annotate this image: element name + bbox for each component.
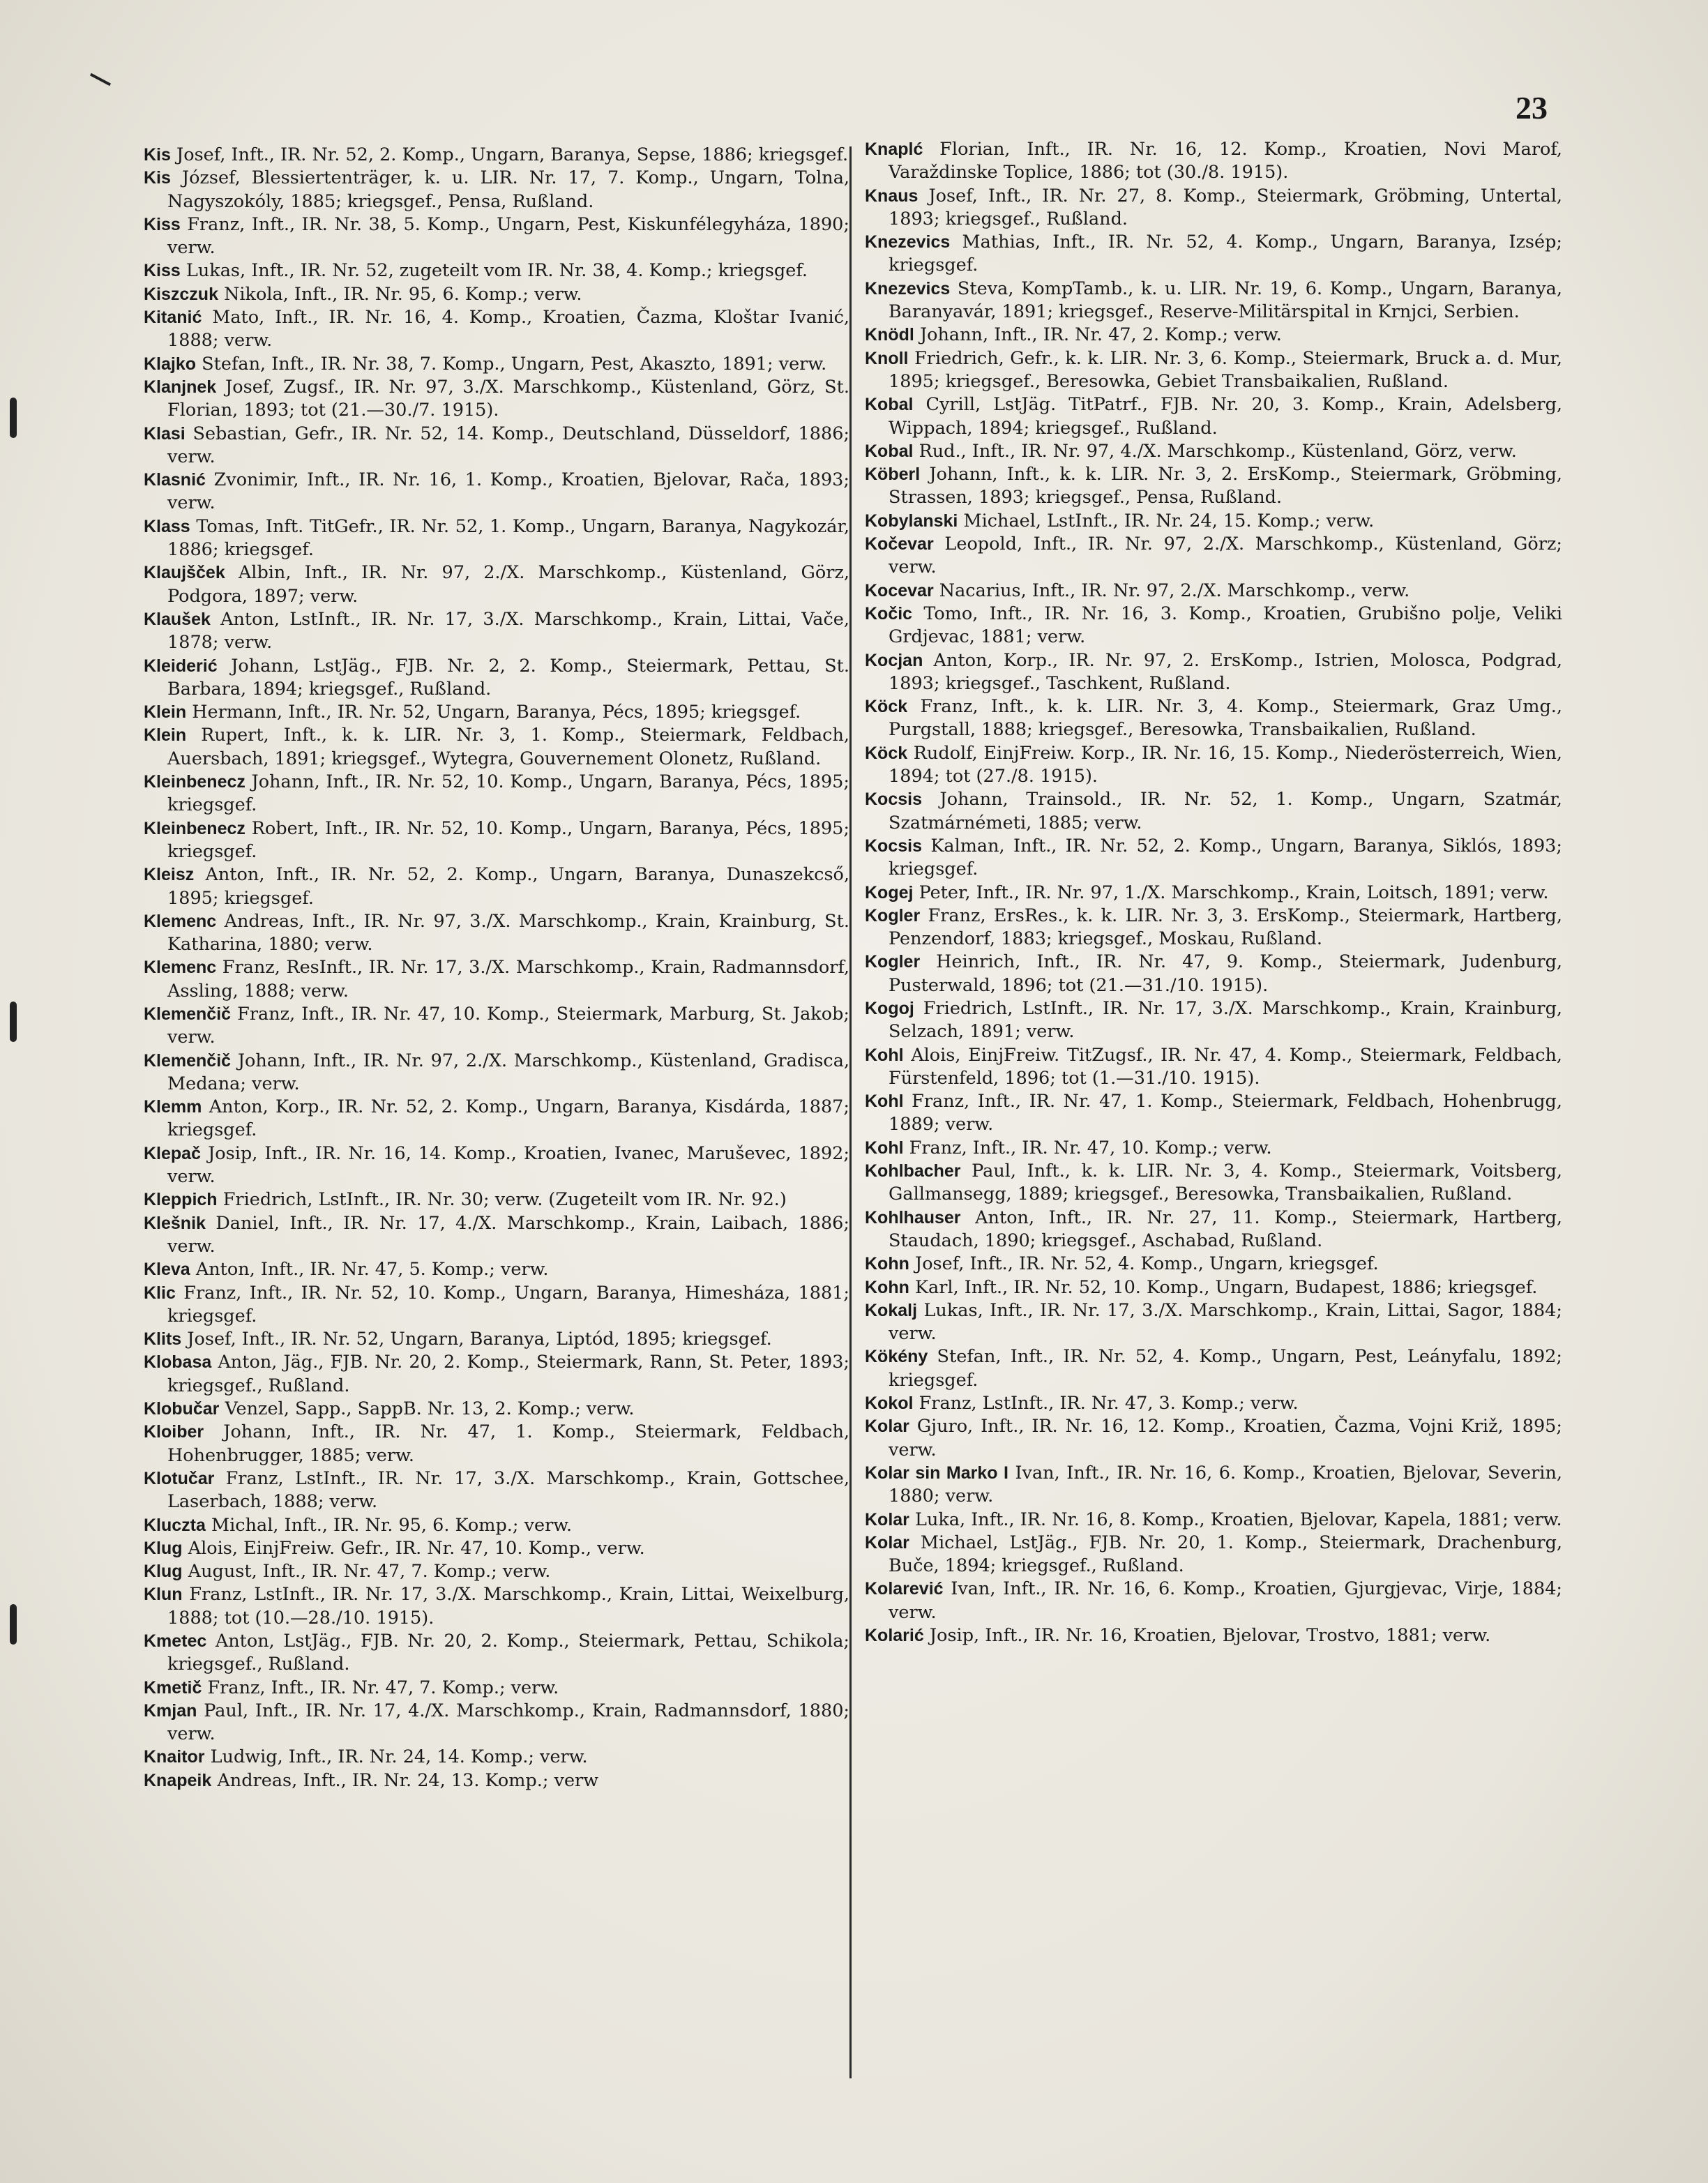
entry-surname: Kohl: [865, 1045, 904, 1065]
entry-surname: Klein: [144, 702, 187, 723]
register-entry: [144, 1398, 849, 1421]
entry-surname: Klun: [144, 1585, 183, 1605]
entry-surname: Klic: [144, 1283, 176, 1303]
entry-details: Rudolf, EinjFreiw. Korp., IR. Nr. 16, 15. Komp., Niederösterreich, Wien, 1894; tot (27./8. 1915).: [889, 742, 1562, 787]
entry-surname: Klass: [144, 516, 190, 536]
register-entry: [865, 393, 1562, 440]
register-entry: [865, 951, 1562, 997]
entry-details: Anton, Jäg., FJB. Nr. 20, 2. Komp., Steiermark, Rann, St. Peter, 1893; kriegsgef., Rußland.: [167, 1352, 850, 1396]
scan-mark: [10, 398, 17, 438]
entry-surname: Knaus: [865, 186, 919, 206]
entry-details: Anton, Korp., IR. Nr. 52, 2. Komp., Ungarn, Baranya, Kisdárda, 1887; kriegsgef.: [167, 1096, 849, 1141]
entry-surname: Kocsis: [865, 836, 922, 856]
register-entry: [144, 376, 849, 423]
entry-details: Michael, LstInft., IR. Nr. 24, 15. Komp.; verw.: [963, 510, 1375, 531]
entry-surname: Kolar sin Marko I: [865, 1463, 1008, 1483]
register-entry: [865, 1415, 1562, 1462]
entry-details: Tomas, Inft. TitGefr., IR. Nr. 52, 1. Komp., Ungarn, Baranya, Nagykozár, 1886; kriegsgef.: [167, 515, 849, 561]
entry-surname: Knezevics: [865, 232, 951, 252]
entry-surname: Kokol: [865, 1393, 914, 1414]
entry-surname: Klemenčič: [144, 1050, 232, 1071]
entry-details: Lukas, Inft., IR. Nr. 52, zugeteilt vom IR. Nr. 38, 4. Komp.; kriegsgef.: [186, 260, 808, 282]
entry-surname: Kloiber: [144, 1422, 204, 1442]
entry-details: Luka, Inft., IR. Nr. 16, 8. Komp., Kroatien, Bjelovar, Kapela, 1881; verw.: [915, 1509, 1562, 1530]
entry-details: Josef, Inft., IR. Nr. 52, 4. Komp., Ungarn, kriegsgef.: [914, 1253, 1379, 1275]
entry-details: Nikola, Inft., IR. Nr. 95, 6. Komp.; verw.: [224, 283, 582, 305]
register-entry: [865, 997, 1562, 1044]
entry-surname: Kogoj: [865, 998, 914, 1018]
entry-surname: Klug: [144, 1562, 183, 1582]
register-entry: [865, 603, 1562, 649]
entry-surname: Klemenčič: [144, 1004, 232, 1024]
left-column: [144, 144, 849, 1792]
register-entry: [144, 1769, 849, 1792]
entry-details: Andreas, Inft., IR. Nr. 24, 13. Komp.; verw: [217, 1769, 599, 1791]
register-entry: [865, 1392, 1562, 1415]
entry-details: Anton, LstInft., IR. Nr. 17, 3./X. Marschkomp., Krain, Littai, Vače, 1878; verw.: [167, 608, 849, 654]
entry-surname: Kleinbenecz: [144, 818, 245, 838]
register-entry: [144, 1537, 849, 1560]
register-entry: [865, 1345, 1562, 1392]
entry-surname: Kogler: [865, 952, 921, 972]
register-entry: [144, 167, 849, 213]
entry-surname: Kleppich: [144, 1190, 218, 1210]
register-entry: [144, 771, 849, 817]
entry-details: Johann, LstJäg., FJB. Nr. 2, 2. Komp., Steiermark, Pettau, St. Barbara, 1894; kriegsgef., Rußland.: [167, 655, 850, 700]
entry-details: August, Inft., IR. Nr. 47, 7. Komp.; verw.: [188, 1561, 551, 1583]
entry-details: Peter, Inft., IR. Nr. 97, 1./X. Marschkomp., Krain, Loitsch, 1891; verw.: [919, 882, 1549, 903]
entry-surname: Kmjan: [144, 1700, 197, 1721]
entry-details: Hermann, Inft., IR. Nr. 52, Ungarn, Baranya, Pécs, 1895; kriegsgef.: [192, 702, 801, 723]
entry-details: Ivan, Inft., IR. Nr. 16, 6. Komp., Kroatien, Bjelovar, Severin, 1880; verw.: [889, 1462, 1562, 1507]
entry-details: Alois, EinjFreiw. Gefr., IR. Nr. 47, 10. Komp., verw.: [188, 1537, 645, 1559]
entry-surname: Kočic: [865, 603, 913, 624]
entry-details: Michael, LstJäg., FJB. Nr. 20, 1. Komp., Steiermark, Drachenburg, Buče, 1894; kriegsgef., Rußland.: [889, 1532, 1562, 1577]
entry-details: Franz, Inft., IR. Nr. 47, 10. Komp., Steiermark, Marburg, St. Jakob; verw.: [167, 1003, 850, 1048]
entry-details: Venzel, Sapp., SappB. Nr. 13, 2. Komp.; verw.: [225, 1398, 635, 1420]
entry-details: Franz, Inft., k. k. LIR. Nr. 3, 4. Komp., Steiermark, Graz Umg., Purgstall, 1888; kriegsgef., Beresowka, Transbaikalien, Rußland.: [889, 696, 1562, 741]
entry-details: Tomo, Inft., IR. Nr. 16, 3. Komp., Kroatien, Grubišno polje, Veliki Grdjevac, 1881; verw.: [889, 603, 1562, 648]
register-entry: [865, 1044, 1562, 1091]
scan-mark: [10, 1604, 17, 1645]
entry-surname: Klobasa: [144, 1352, 212, 1373]
entry-surname: Kmetič: [144, 1677, 202, 1698]
register-entry: [144, 353, 849, 376]
entry-surname: Kocevar: [865, 580, 934, 600]
entry-details: Paul, Inft., IR. Nr. 17, 4./X. Marschkomp., Krain, Radmannsdorf, 1880; verw.: [167, 1700, 850, 1745]
entry-details: Leopold, Inft., IR. Nr. 97, 2./X. Marschkomp., Küstenland, Görz; verw.: [889, 534, 1562, 578]
entry-details: Friedrich, LstInft., IR. Nr. 30; verw. (Zugeteilt vom IR. Nr. 92.): [222, 1189, 787, 1211]
register-entry: [865, 1509, 1562, 1532]
entry-surname: Kiszczuk: [144, 284, 218, 304]
scan-mark: [90, 73, 111, 86]
entry-surname: Kohn: [865, 1277, 909, 1297]
entry-details: Franz, LstInft., IR. Nr. 17, 3./X. Marschkomp., Krain, Littai, Weixelburg, 1888; tot (10.—28./10. 1915).: [167, 1584, 850, 1629]
register-entry: [144, 1421, 849, 1467]
entry-surname: Kleinbenecz: [144, 772, 245, 792]
entry-surname: Klanjnek: [144, 377, 217, 397]
register-entry: [865, 882, 1562, 905]
entry-details: Johann, Inft., IR. Nr. 52, 10. Komp., Ungarn, Baranya, Pécs, 1895; kriegsgef.: [167, 771, 849, 816]
entry-surname: Kocsis: [865, 790, 922, 810]
register-entry: [865, 1462, 1562, 1509]
entry-details: Ivan, Inft., IR. Nr. 16, 6. Komp., Kroatien, Gjurgjevac, Virje, 1884; verw.: [889, 1578, 1563, 1623]
register-entry: [865, 533, 1562, 580]
entry-surname: Kocjan: [865, 650, 923, 670]
entry-surname: Knaitor: [144, 1747, 205, 1767]
entry-surname: Kobylanski: [865, 511, 958, 531]
entry-details: Anton, Inft., IR. Nr. 27, 11. Komp., Steiermark, Hartberg, Staudach, 1890; kriegsgef., Aschabad, Rußland.: [889, 1207, 1563, 1251]
entry-details: Johann, Inft., IR. Nr. 47, 2. Komp.; verw.: [919, 324, 1282, 346]
entry-surname: Kočevar: [865, 534, 934, 554]
register-entry: [144, 1677, 849, 1700]
register-entry: [865, 324, 1562, 347]
entry-details: Daniel, Inft., IR. Nr. 17, 4./X. Marschkomp., Krain, Laibach, 1886; verw.: [167, 1212, 849, 1257]
register-entry: [865, 1578, 1562, 1624]
register-entry: [144, 283, 849, 306]
register-entry: [144, 1258, 849, 1281]
entry-surname: Klemenc: [144, 958, 217, 978]
register-entry: [865, 835, 1562, 882]
entry-details: Robert, Inft., IR. Nr. 52, 10. Komp., Ungarn, Baranya, Pécs, 1895; kriegsgef.: [167, 817, 849, 862]
entry-details: Josef, Zugsf., IR. Nr. 97, 3./X. Marschkomp., Küstenland, Görz, St. Florian, 1893; tot (21.—30./7. 1915).: [167, 376, 850, 421]
register-entry: [865, 231, 1562, 278]
entry-details: Ludwig, Inft., IR. Nr. 24, 14. Komp.; verw.: [210, 1746, 588, 1768]
entry-details: Lukas, Inft., IR. Nr. 17, 3./X. Marschkomp., Krain, Littai, Sagor, 1884; verw.: [889, 1299, 1562, 1345]
entry-details: Anton, Korp., IR. Nr. 97, 2. ErsKomp., Istrien, Molosca, Podgrad, 1893; kriegsgef., Taschkent, Rußland.: [889, 649, 1562, 694]
entry-surname: Kitanić: [144, 308, 202, 328]
entry-details: Friedrich, Gefr., k. k. LIR. Nr. 3, 6. Komp., Steiermark, Bruck a. d. Mur, 1895; kriegsgef., Beresowka, Gebiet Transbaikalien, Rußland.: [889, 347, 1562, 392]
register-entry: [144, 817, 849, 864]
entry-details: Paul, Inft., k. k. LIR. Nr. 3, 4. Komp., Steiermark, Voitsberg, Gallmansegg, 1889; kriegsgef., Beresowka, Transbaikalien, Rußland.: [889, 1161, 1562, 1205]
entry-details: Franz, Inft., IR. Nr. 52, 10. Komp., Ungarn, Baranya, Himesháza, 1881; kriegsgef.: [167, 1282, 849, 1327]
entry-details: Anton, Inft., IR. Nr. 47, 5. Komp.; verw.: [195, 1259, 549, 1281]
register-entry: [144, 1212, 849, 1259]
register-entry: [144, 423, 849, 469]
entry-surname: Knaplć: [865, 139, 923, 159]
page-number: 23: [1516, 90, 1548, 126]
register-entry: [865, 510, 1562, 533]
register-entry: [144, 1583, 849, 1630]
entry-surname: Kleisz: [144, 865, 195, 885]
entry-details: Cyrill, LstJäg. TitPatrf., FJB. Nr. 20, 3. Komp., Krain, Adelsberg, Wippach, 1894; kriegsgef., Rußland.: [889, 394, 1562, 439]
entry-surname: Kohl: [865, 1092, 904, 1112]
entry-details: Gjuro, Inft., IR. Nr. 16, 12. Komp., Kroatien, Čazma, Vojni Križ, 1895; verw.: [889, 1416, 1562, 1460]
entry-details: József, Blessiertenträger, k. u. LIR. Nr. 17, 7. Komp., Ungarn, Tolna, Nagyszokóly, 1885; kriegsgef., Pensa, Rußland.: [167, 167, 849, 212]
entry-details: Josef, Inft., IR. Nr. 52, 2. Komp., Ungarn, Baranya, Sepse, 1886; kriegsgef.: [176, 144, 849, 165]
entry-details: Sebastian, Gefr., IR. Nr. 52, 14. Komp., Deutschland, Düsseldorf, 1886; verw.: [167, 423, 850, 467]
right-column: [865, 138, 1562, 1647]
entry-surname: Kleva: [144, 1260, 190, 1280]
entry-surname: Kolar: [865, 1532, 909, 1553]
register-entry: [865, 1299, 1562, 1346]
entry-surname: Kokalj: [865, 1300, 918, 1320]
register-entry: [865, 1532, 1562, 1578]
entry-surname: Kmetec: [144, 1631, 207, 1651]
register-entry: [865, 905, 1562, 951]
register-entry: [865, 463, 1562, 510]
register-entry: [144, 1630, 849, 1677]
entry-surname: Kobal: [865, 441, 914, 461]
register-entry: [144, 1096, 849, 1142]
register-entry: [144, 956, 849, 1003]
entry-details: Heinrich, Inft., IR. Nr. 47, 9. Komp., Steiermark, Judenburg, Pusterwald, 1896; tot (21.—31./10. 1915).: [889, 951, 1562, 996]
entry-details: Franz, ErsRes., k. k. LIR. Nr. 3, 3. ErsKomp., Steiermark, Hartberg, Penzendorf, 1883; kriegsgef., Moskau, Rußland.: [889, 905, 1562, 950]
scan-mark: [10, 1002, 17, 1042]
register-entry: [144, 655, 849, 702]
entry-surname: Kleiderić: [144, 656, 218, 676]
register-entry: [144, 910, 849, 957]
register-entry: [144, 306, 849, 353]
entry-details: Franz, ResInft., IR. Nr. 17, 3./X. Marschkomp., Krain, Radmannsdorf, Assling, 1888; verw.: [167, 957, 850, 1002]
register-entry: [865, 1090, 1562, 1137]
entry-details: Mathias, Inft., IR. Nr. 52, 4. Komp., Ungarn, Baranya, Izsép; kriegsgef.: [889, 232, 1563, 276]
entry-surname: Klaušek: [144, 609, 211, 629]
entry-details: Kalman, Inft., IR. Nr. 52, 2. Komp., Ungarn, Baranya, Siklós, 1893; kriegsgef.: [889, 835, 1562, 880]
entry-details: Friedrich, LstInft., IR. Nr. 17, 3./X. Marschkomp., Krain, Krainburg, Selzach, 1891; verw.: [889, 997, 1563, 1043]
entry-surname: Kökény: [865, 1347, 928, 1367]
register-entry: [144, 561, 849, 608]
entry-details: Johann, Inft., IR. Nr. 97, 2./X. Marschkomp., Küstenland, Gradisca, Medana; verw.: [167, 1050, 850, 1094]
register-entry: [144, 1746, 849, 1769]
entry-surname: Knezevics: [865, 278, 951, 299]
entry-details: Rud., Inft., IR. Nr. 97, 4./X. Marschkomp., Küstenland, Görz, verw.: [919, 440, 1517, 462]
entry-details: Steva, KompTamb., k. u. LIR. Nr. 19, 6. Komp., Ungarn, Baranya, Baranyavár, 1891; kriegsgef., Reserve-Militärspital in Krnjci, Serbien.: [889, 278, 1562, 323]
entry-details: Josip, Inft., IR. Nr. 16, Kroatien, Bjelovar, Trostvo, 1881; verw.: [929, 1625, 1491, 1646]
entry-surname: Kluczta: [144, 1515, 206, 1535]
entry-details: Johann, Trainsold., IR. Nr. 52, 1. Komp., Ungarn, Szatmár, Szatmárnémeti, 1885; verw.: [889, 789, 1563, 833]
entry-details: Florian, Inft., IR. Nr. 16, 12. Komp., Kroatien, Novi Marof, Varaždinske Toplice, 1886; tot (30./8. 1915).: [889, 139, 1562, 183]
entry-surname: Klasnić: [144, 470, 206, 490]
entry-details: Alois, EinjFreiw. TitZugsf., IR. Nr. 47, 4. Komp., Steiermark, Feldbach, Fürstenfeld, 1896; tot (1.—31./10. 1915).: [889, 1044, 1563, 1089]
register-entry: [144, 144, 849, 167]
entry-surname: Kolarević: [865, 1579, 944, 1599]
entry-surname: Kogler: [865, 905, 921, 926]
register-entry: [865, 788, 1562, 835]
entry-details: Michal, Inft., IR. Nr. 95, 6. Komp.; verw.: [211, 1514, 573, 1536]
entry-surname: Knapeik: [144, 1770, 212, 1790]
entry-surname: Kohn: [865, 1254, 909, 1274]
register-entry: [144, 701, 849, 724]
register-entry: [144, 1328, 849, 1351]
entry-surname: Kiss: [144, 214, 181, 234]
entry-details: Johann, Inft., k. k. LIR. Nr. 3, 2. ErsKomp., Steiermark, Gröbming, Strassen, 1893; kriegsgef., Pensa, Rußland.: [889, 464, 1563, 508]
entry-surname: Kobal: [865, 395, 914, 415]
entry-details: Rupert, Inft., k. k. LIR. Nr. 3, 1. Komp., Steiermark, Feldbach, Auersbach, 1891; kriegsgef., Wytegra, Gouvernement Olonetz, Rußland.: [167, 725, 849, 769]
register-entry: [865, 347, 1562, 394]
entry-details: Mato, Inft., IR. Nr. 16, 4. Komp., Kroatien, Čazma, Kloštar Ivanić, 1888; verw.: [167, 307, 850, 352]
entry-surname: Klemm: [144, 1097, 202, 1117]
entry-surname: Kohlbacher: [865, 1161, 961, 1181]
entry-surname: Klaujšček: [144, 563, 225, 583]
register-entry: [865, 278, 1562, 324]
entry-surname: Klepač: [144, 1143, 201, 1163]
register-entry: [865, 1207, 1562, 1253]
register-entry: [865, 1276, 1562, 1299]
entry-details: Franz, Inft., IR. Nr. 47, 1. Komp., Steiermark, Feldbach, Hohenbrugg, 1889; verw.: [889, 1091, 1562, 1135]
entry-details: Albin, Inft., IR. Nr. 97, 2./X. Marschkomp., Küstenland, Görz, Podgora, 1897; verw.: [167, 562, 849, 607]
entry-surname: Klajko: [144, 354, 197, 374]
entry-surname: Kiss: [144, 261, 181, 281]
register-entry: [144, 1282, 849, 1329]
entry-details: Franz, LstInft., IR. Nr. 17, 3./X. Marschkomp., Krain, Gottschee, Laserbach, 1888; verw.: [167, 1467, 849, 1513]
entry-surname: Klemenc: [144, 911, 217, 931]
entry-surname: Kolarić: [865, 1626, 924, 1645]
entry-details: Nacarius, Inft., IR. Nr. 97, 2./X. Marschkomp., verw.: [939, 580, 1410, 601]
entry-surname: Klein: [144, 725, 187, 746]
register-entry: [144, 1142, 849, 1189]
entry-surname: Knödl: [865, 325, 914, 345]
entry-details: Josef, Inft., IR. Nr. 27, 8. Komp., Steiermark, Gröbming, Untertal, 1893; kriegsgef., Rußland.: [889, 185, 1563, 229]
register-entry: [144, 213, 849, 260]
entry-surname: Klasi: [144, 423, 186, 444]
entry-surname: Klešnik: [144, 1213, 206, 1233]
entry-details: Franz, Inft., IR. Nr. 47, 10. Komp.; verw.: [909, 1137, 1272, 1158]
register-entry: [144, 1050, 849, 1096]
register-entry: [144, 515, 849, 562]
entry-surname: Köberl: [865, 464, 921, 485]
entry-surname: Kohl: [865, 1138, 904, 1158]
register-entry: [144, 863, 849, 910]
entry-details: Stefan, Inft., IR. Nr. 52, 4. Komp., Ungarn, Pest, Leányfalu, 1892; kriegsgef.: [889, 1346, 1563, 1391]
register-entry: [144, 1467, 849, 1514]
register-entry: [865, 649, 1562, 696]
register-entry: [144, 259, 849, 282]
entry-details: Franz, Inft., IR. Nr. 38, 5. Komp., Ungarn, Pest, Kiskunfélegyháza, 1890; verw.: [167, 213, 849, 259]
entry-surname: Knoll: [865, 348, 909, 368]
register-entry: [865, 440, 1562, 463]
register-entry: [865, 185, 1562, 232]
register-entry: [144, 1003, 849, 1050]
register-entry: [865, 742, 1562, 789]
entry-details: Zvonimir, Inft., IR. Nr. 16, 1. Komp., Kroatien, Bjelovar, Rača, 1893; verw.: [167, 469, 849, 514]
entry-details: Franz, LstInft., IR. Nr. 47, 3. Komp.; verw.: [919, 1393, 1299, 1414]
entry-surname: Kogej: [865, 882, 914, 902]
entry-surname: Kolar: [865, 1417, 909, 1437]
entry-surname: Kolar: [865, 1509, 909, 1529]
entry-details: Franz, Inft., IR. Nr. 47, 7. Komp.; verw.: [207, 1677, 559, 1698]
entry-details: Stefan, Inft., IR. Nr. 38, 7. Komp., Ungarn, Pest, Akaszto, 1891; verw.: [202, 353, 827, 375]
register-entry: [144, 1514, 849, 1537]
register-entry: [144, 1351, 849, 1398]
entry-details: Anton, Inft., IR. Nr. 52, 2. Komp., Ungarn, Baranya, Dunaszekcső, 1895; kriegsgef.: [167, 864, 849, 909]
entry-surname: Klits: [144, 1329, 182, 1350]
entry-surname: Klobučar: [144, 1399, 220, 1419]
register-entry: [144, 608, 849, 655]
register-entry: [865, 138, 1562, 185]
entry-surname: Kis: [144, 145, 171, 165]
register-entry: [144, 469, 849, 515]
register-entry: [865, 1624, 1562, 1647]
entry-details: Anton, LstJäg., FJB. Nr. 20, 2. Komp., Steiermark, Pettau, Schikola; kriegsgef., Rußland.: [167, 1631, 849, 1675]
register-entry: [865, 1160, 1562, 1207]
register-entry: [144, 1188, 849, 1211]
register-entry: [865, 1253, 1562, 1276]
register-entry: [865, 1137, 1562, 1160]
entry-surname: Köck: [865, 743, 908, 763]
entry-details: Karl, Inft., IR. Nr. 52, 10. Komp., Ungarn, Budapest, 1886; kriegsgef.: [914, 1276, 1538, 1298]
register-entry: [144, 1700, 849, 1746]
entry-details: Johann, Inft., IR. Nr. 47, 1. Komp., Steiermark, Feldbach, Hohenbrugger, 1885; verw.: [167, 1421, 849, 1466]
entry-details: Andreas, Inft., IR. Nr. 97, 3./X. Marschkomp., Krain, Krainburg, St. Katharina, 1880; verw.: [167, 910, 850, 955]
register-entry: [865, 580, 1562, 603]
entry-details: Josip, Inft., IR. Nr. 16, 14. Komp., Kroatien, Ivanec, Maruševec, 1892; verw.: [167, 1142, 850, 1188]
column-divider: [849, 146, 852, 2078]
entry-surname: Köck: [865, 697, 908, 717]
register-entry: [865, 695, 1562, 742]
entry-surname: Klotučar: [144, 1468, 215, 1488]
entry-surname: Kohlhauser: [865, 1207, 961, 1228]
register-entry: [144, 1560, 849, 1583]
entry-surname: Kis: [144, 168, 171, 188]
entry-surname: Klug: [144, 1538, 183, 1558]
entry-details: Josef, Inft., IR. Nr. 52, Ungarn, Baranya, Liptód, 1895; kriegsgef.: [187, 1329, 772, 1350]
register-entry: [144, 724, 849, 771]
